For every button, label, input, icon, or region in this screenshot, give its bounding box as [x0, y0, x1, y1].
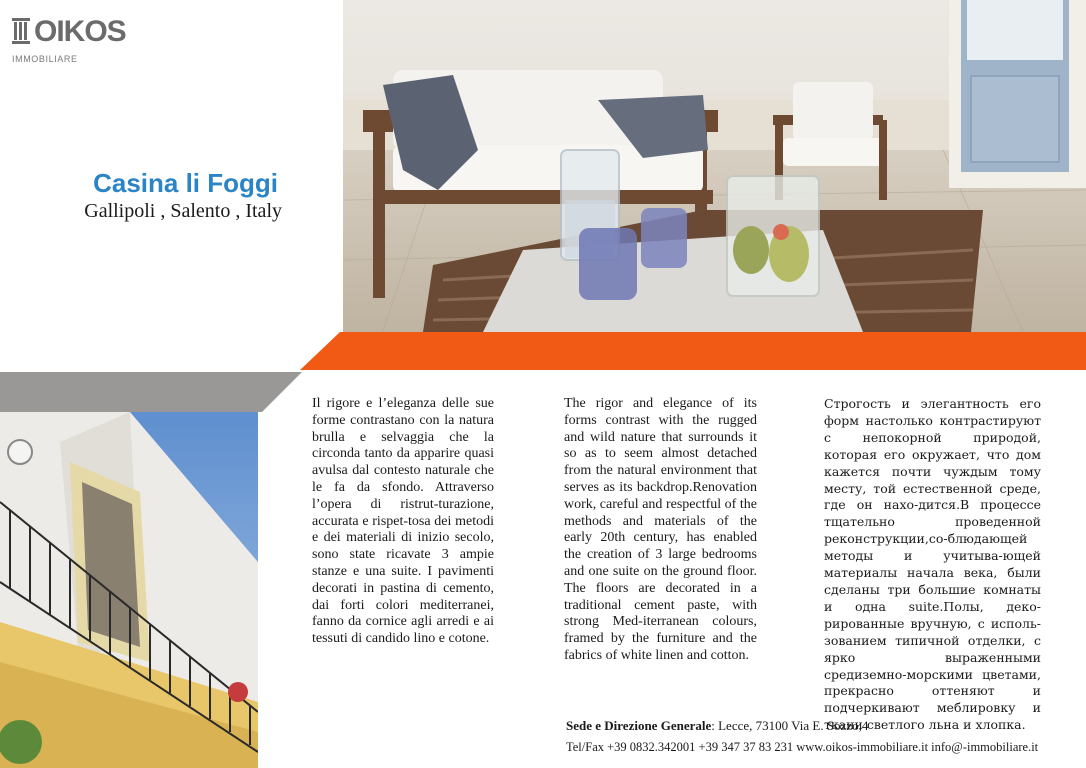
logo-wordmark: OIKOS: [34, 15, 126, 48]
property-title: Casina li Foggi: [93, 168, 278, 198]
column-logo-icon: [12, 18, 30, 44]
gray-accent-band: [0, 372, 302, 412]
oikos-logo: [12, 15, 126, 72]
footer-office-address: : Lecce, 73100 Via E. Sozzo,4: [711, 718, 869, 733]
description-english: The rigor and elegance of its forms contrast with the rugged and wild nature that surrounds it so as to seem almost detached from the natural environment that serves as its backdrop.Renovation work, careful and respectful of the methods and materials of the early 20th century, has enabled the creation of 3 large bedrooms and one suite on the ground floor. The floors are decorated in a traditional cement paste, with strong Med-iterranean colours, framed by the furniture and the fabrics of white linen and cotton.: [564, 396, 757, 663]
footer-contacts: Tel/Fax +39 0832.342001 +39 347 37 83 231 www.oikos-immobiliare.it info@-immobiliare.it: [566, 740, 1039, 754]
description-italian: Il rigore e l’eleganza delle sue forme contrastano con la natura brulla e selvaggia che la circonda tanto da apparire quasi avulsa dal contesto naturale che le fa da sfondo. Attraverso l’opera di ristrut-turazione, accurata e rispet-tosa dei metodi e dei materiali di inizio secolo, sono state ricavate 3 ampie stanze e una suite. I pavimenti decorati in pastina di cemento, dai forti colori mediterranei, fanno da cornice agli arredi e ai tessuti di candido lino e cotone.: [312, 396, 494, 647]
facade-photo: [0, 412, 258, 768]
property-location: Gallipoli , Salento , Italy: [84, 200, 282, 222]
terrace-photo: [343, 0, 1086, 332]
logo-subtitle: IMMOBILIARE: [12, 54, 78, 64]
description-russian: Строгость и элегантность его форм настолько контрастируют с непокорной природой, которая его окружает, что дом кажется почти чуждым тому месту, той естественной среде, где он нахо-дится.В процессе тщательно проведенной реконструкции,со-блюдающей методы и учитыва-ющей материалы начала века, были сделаны три большие комнаты и одна suite.Полы, деко-рированные вручную, с исполь-зованием типичной отделки, с ярко выраженными средиземно-морскими цветами, прекрасно оттеняют и подчеркивают меблировку и ткани светлого льна и хлопка.: [824, 396, 1041, 733]
footer-office-label: Sede e Direzione Generale: [566, 718, 712, 733]
footer-office: [566, 718, 868, 734]
orange-accent-band: [300, 332, 1086, 370]
